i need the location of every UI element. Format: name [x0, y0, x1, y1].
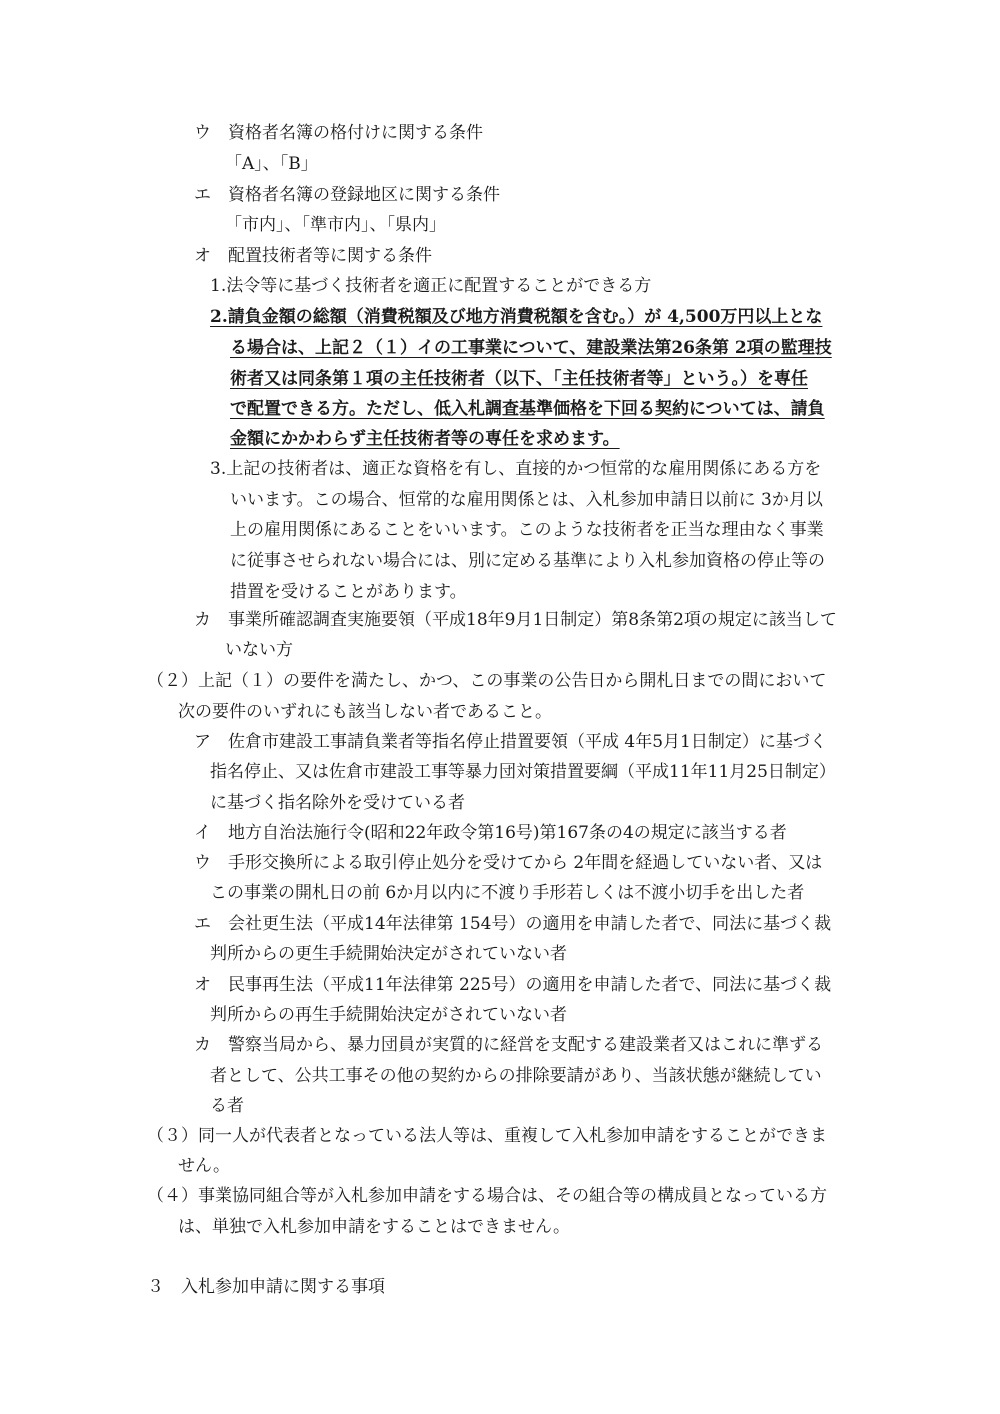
exclusion-o-line: オ 民事再生法（平成11年法律第 225号）の適用を申請した者で、同法に基づく裁 — [194, 975, 832, 995]
section-2-3-line: せん。 — [178, 1156, 231, 1176]
condition-o-item-2-line: 術者又は同条第１項の主任技術者（以下、「主任技術者等」という。）を専任 — [230, 369, 808, 389]
condition-ka-line: カ 事業所確認調査実施要領（平成18年9月1日制定）第8条第2項の規定に該当して — [194, 610, 837, 630]
condition-ka-line: いない方 — [225, 640, 293, 660]
exclusion-ka-line: 者として、公共工事その他の契約からの排除要請があり、当該状態が継続してい — [210, 1066, 822, 1086]
exclusion-u-line: この事業の開札日の前 6か月以内に不渡り手形若しくは不渡小切手を出した者 — [210, 883, 805, 903]
exclusion-e-line: 判所からの更生手続開始決定がされていない者 — [210, 944, 567, 964]
condition-o-item-3-line: 3.上記の技術者は、適正な資格を有し、直接的かつ恒常的な雇用関係にある方を — [210, 459, 822, 479]
section-2-2-line: （２）上記（１）の要件を満たし、かつ、この事業の公告日から開札日までの間において — [147, 671, 827, 691]
condition-o-item-3-line: いいます。この場合、恒常的な雇用関係とは、入札参加申請日以前に 3か月以 — [230, 490, 823, 510]
condition-u-heading: ウ 資格者名簿の格付けに関する条件 — [194, 123, 483, 143]
exclusion-a-line: ア 佐倉市建設工事請負業者等指名停止措置要領（平成 4年5月1日制定）に基づく — [194, 732, 827, 752]
condition-o-item-3-line: に従事させられない場合には、別に定める基準により入札参加資格の停止等の — [230, 551, 825, 571]
condition-o-item-2-line: 2.請負金額の総額（消費税額及び地方消費税額を含む。）が 4,500万円以上とな — [210, 307, 823, 327]
condition-o-item-2-line: る場合は、上記２（１）イの工事業について、建設業法第26条第 2項の監理技 — [230, 338, 832, 358]
condition-e-value: 「市内」、「準市内」、「県内」 — [225, 215, 446, 235]
condition-o-heading: オ 配置技術者等に関する条件 — [194, 246, 432, 266]
condition-o-item-3-line: 上の雇用関係にあることをいいます。このような技術者を正当な理由なく事業 — [230, 520, 824, 540]
section-2-4-line: は、単独で入札参加申請をすることはできません。 — [178, 1217, 571, 1237]
condition-o-item-3-line: 措置を受けることがあります。 — [230, 582, 467, 602]
exclusion-u-line: ウ 手形交換所による取引停止処分を受けてから 2年間を経過していない者、又は — [194, 853, 823, 873]
exclusion-a-line: 指名停止、又は佐倉市建設工事等暴力団対策措置要綱（平成11年11月25日制定） — [210, 762, 836, 782]
section-2-2-line: 次の要件のいずれにも該当しない者であること。 — [178, 702, 552, 722]
condition-o-item-2-line: で配置できる方。ただし、低入札調査基準価格を下回る契約については、請負 — [230, 399, 825, 419]
section-2-3-line: （３）同一人が代表者となっている法人等は、重複して入札参加申請をすることができま — [147, 1126, 827, 1146]
condition-e-heading: エ 資格者名簿の登録地区に関する条件 — [194, 185, 500, 205]
condition-u-value: 「A」、「B」 — [225, 154, 318, 174]
exclusion-ka-line: カ 警察当局から、暴力団員が実質的に経営を支配する建設業者又はこれに準ずる — [194, 1035, 823, 1055]
section-2-4-line: （４）事業協同組合等が入札参加申請をする場合は、その組合等の構成員となっている方 — [147, 1186, 827, 1206]
exclusion-e-line: エ 会社更生法（平成14年法律第 154号）の適用を申請した者で、同法に基づく裁 — [194, 914, 832, 934]
condition-o-item-2-line: 金額にかかわらず主任技術者等の専任を求めます。 — [230, 429, 620, 449]
section-3-heading: ３ 入札参加申請に関する事項 — [147, 1277, 385, 1297]
exclusion-ka-line: る者 — [210, 1096, 244, 1116]
exclusion-i-line: イ 地方自治法施行令(昭和22年政令第16号)第167条の4の規定に該当する者 — [194, 823, 787, 843]
exclusion-o-line: 判所からの再生手続開始決定がされていない者 — [210, 1005, 567, 1025]
exclusion-a-line: に基づく指名除外を受けている者 — [210, 793, 465, 813]
condition-o-item-1: 1.法令等に基づく技術者を適正に配置することができる方 — [210, 276, 652, 296]
